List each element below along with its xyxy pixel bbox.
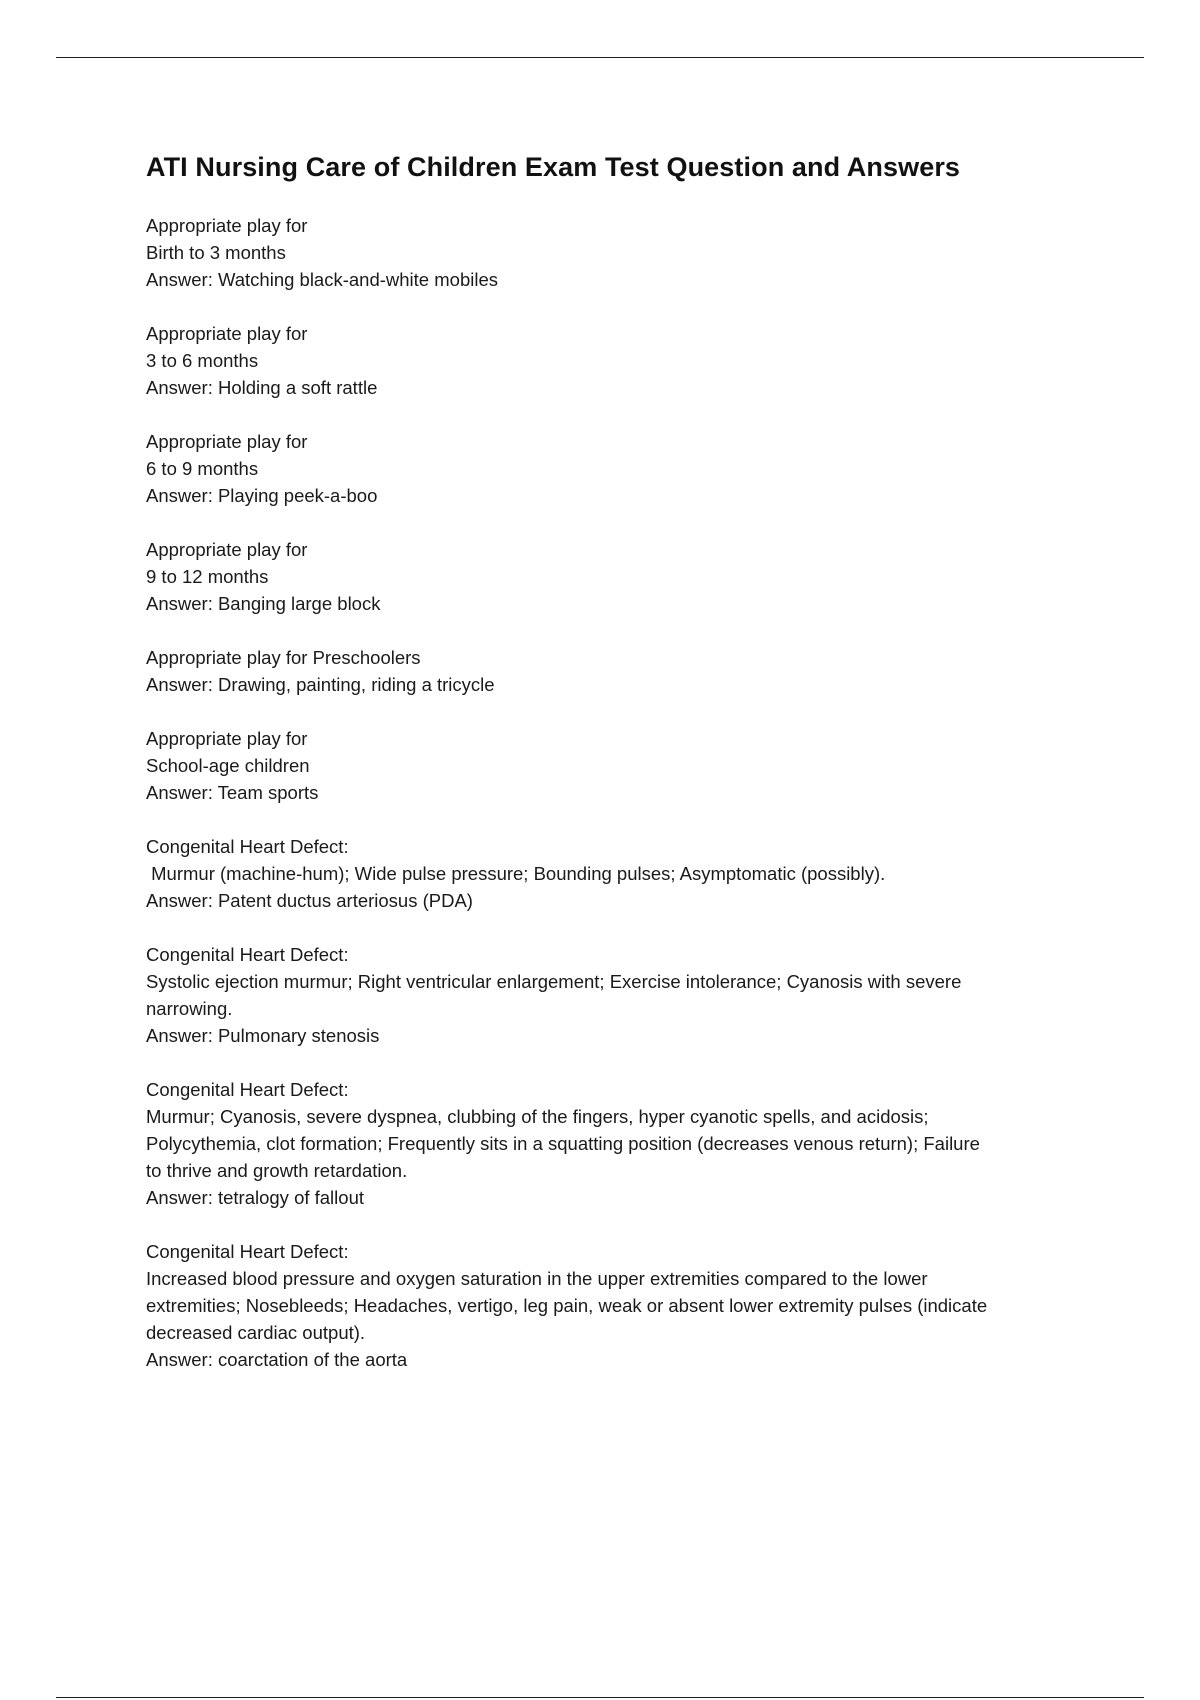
answer-line: Answer: Watching black-and-white mobiles xyxy=(146,269,498,290)
question-line: Congenital Heart Defect: xyxy=(146,1079,349,1100)
question-answer-list xyxy=(146,212,1086,1373)
qa-item xyxy=(146,725,1086,806)
question-line: extremities; Nosebleeds; Headaches, vertigo, leg pain, weak or absent lower extremity pulses (indicate xyxy=(146,1295,988,1316)
question-line: decreased cardiac output). xyxy=(146,1322,366,1343)
question-line: Appropriate play for xyxy=(146,728,308,749)
qa-item xyxy=(146,320,1086,401)
answer-line: Answer: Drawing, painting, riding a tricycle xyxy=(146,674,495,695)
top-divider xyxy=(56,57,1144,58)
question-line: narrowing. xyxy=(146,998,233,1019)
document-title: ATI Nursing Care of Children Exam Test Question and Answers xyxy=(146,152,961,182)
question-line: Systolic ejection murmur; Right ventricular enlargement; Exercise intolerance; Cyanosis with severe xyxy=(146,971,962,992)
question-line: Congenital Heart Defect: xyxy=(146,1241,349,1262)
question-line: Congenital Heart Defect: xyxy=(146,836,349,857)
question-line: Appropriate play for xyxy=(146,215,308,236)
question-line: 6 to 9 months xyxy=(146,458,259,479)
document-body xyxy=(146,150,1086,1400)
question-line: Appropriate play for xyxy=(146,323,308,344)
qa-item xyxy=(146,833,1086,914)
qa-item xyxy=(146,1238,1086,1373)
question-line: Polycythemia, clot formation; Frequently sits in a squatting position (decreases venous return); Failure xyxy=(146,1133,980,1154)
question-line: Appropriate play for xyxy=(146,431,308,452)
question-line: to thrive and growth retardation. xyxy=(146,1160,408,1181)
qa-item xyxy=(146,1076,1086,1211)
question-line: 3 to 6 months xyxy=(146,350,259,371)
question-line: Murmur; Cyanosis, severe dyspnea, clubbing of the fingers, hyper cyanotic spells, and acidosis; xyxy=(146,1106,929,1127)
answer-line: Answer: Playing peek-a-boo xyxy=(146,485,378,506)
answer-line: Answer: Holding a soft rattle xyxy=(146,377,378,398)
question-line: 9 to 12 months xyxy=(146,566,269,587)
answer-line: Answer: Banging large block xyxy=(146,593,381,614)
qa-item xyxy=(146,428,1086,509)
question-line: Congenital Heart Defect: xyxy=(146,944,349,965)
qa-item xyxy=(146,644,1086,698)
question-line: Increased blood pressure and oxygen saturation in the upper extremities compared to the lower xyxy=(146,1268,928,1289)
question-line: Appropriate play for Preschoolers xyxy=(146,647,421,668)
qa-item xyxy=(146,212,1086,293)
answer-line: Answer: tetralogy of fallout xyxy=(146,1187,364,1208)
question-line: Appropriate play for xyxy=(146,539,308,560)
bottom-divider xyxy=(56,1697,1144,1698)
question-line: Murmur (machine-hum); Wide pulse pressure; Bounding pulses; Asymptomatic (possibly). xyxy=(146,863,886,884)
answer-line: Answer: Patent ductus arteriosus (PDA) xyxy=(146,890,473,911)
qa-item xyxy=(146,941,1086,1049)
qa-item xyxy=(146,536,1086,617)
question-line: Birth to 3 months xyxy=(146,242,286,263)
answer-line: Answer: Pulmonary stenosis xyxy=(146,1025,380,1046)
answer-line: Answer: coarctation of the aorta xyxy=(146,1349,408,1370)
answer-line: Answer: Team sports xyxy=(146,782,319,803)
question-line: School-age children xyxy=(146,755,310,776)
